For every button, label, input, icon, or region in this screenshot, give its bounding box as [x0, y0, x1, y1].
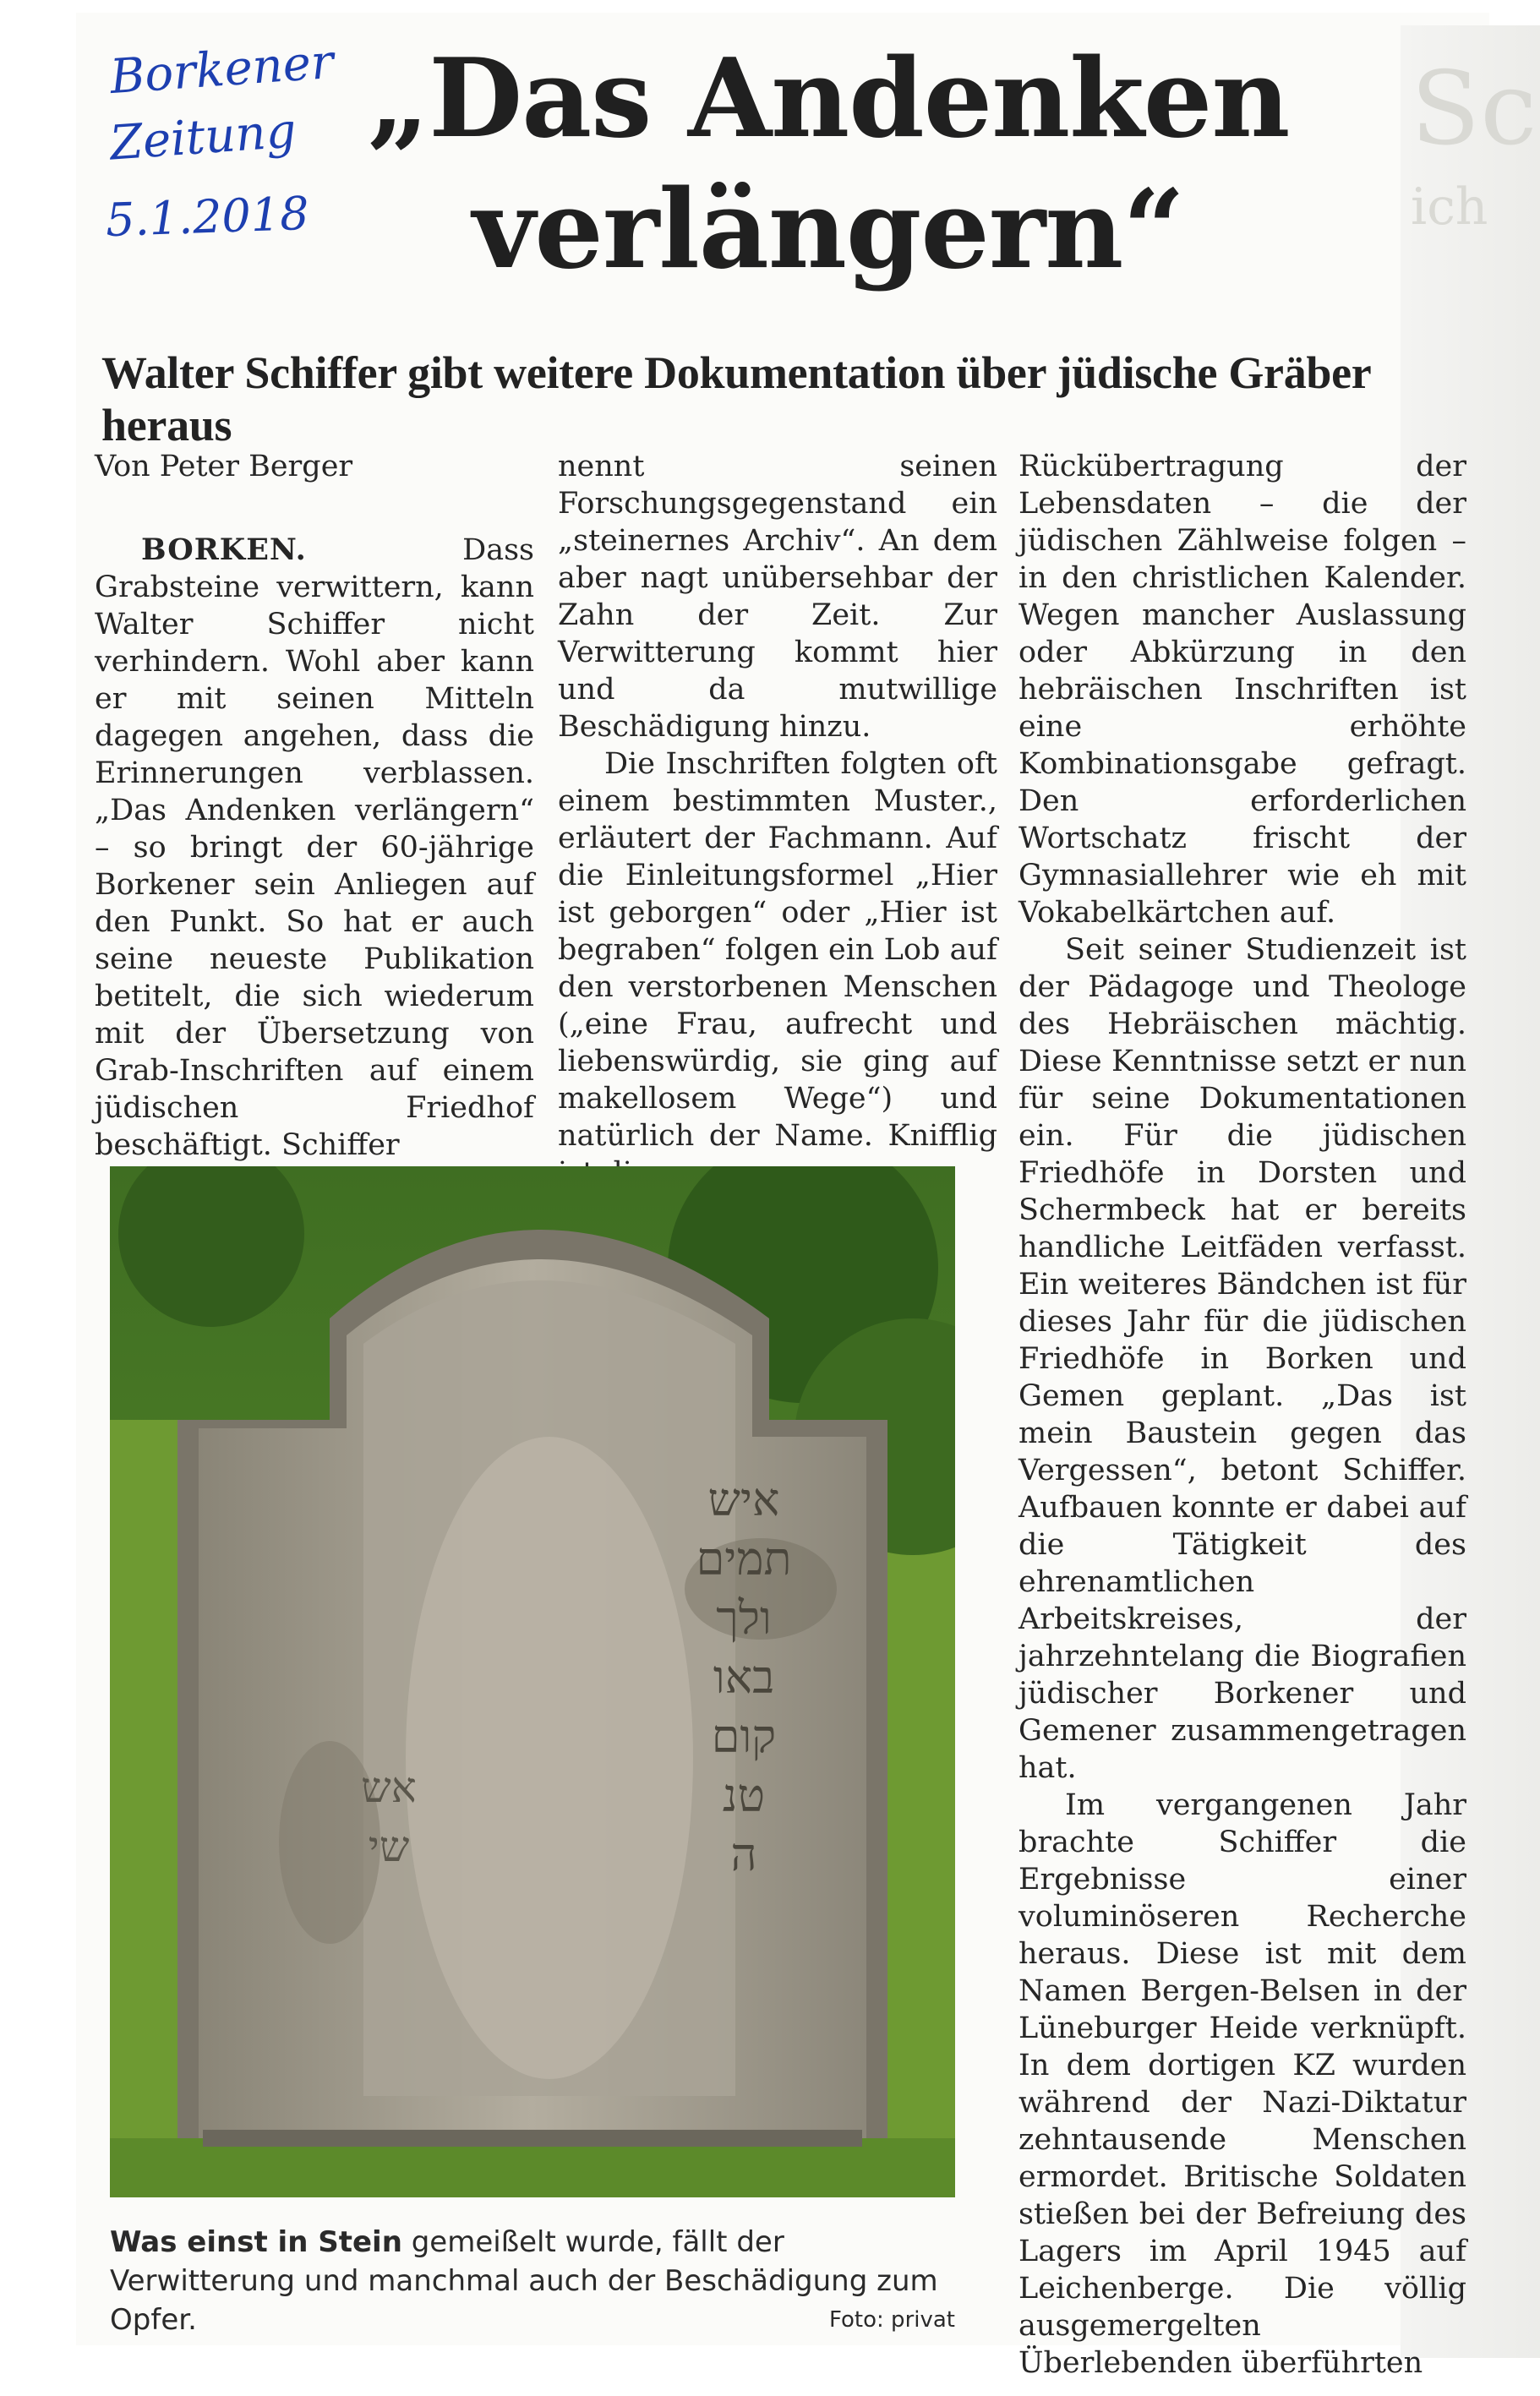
- handwritten-paper-name-1: Borkener: [108, 34, 336, 106]
- paragraph: Im vergangenen Jahr brachte Schiffer die Ergebnisse einer voluminöseren Recherche heraus. Diese ist mit dem Namen Bergen-Belsen in der Lüneburger Heide verknüpft. In dem dortigen KZ wurden während der Nazi-Diktatur zehntausende Menschen ermordet. Britische Soldaten stießen bei der Befreiung des Lagers im April 1945 auf Leichenberge. Die völlig ausgemergelten Überlebenden überführten: [1018, 1788, 1466, 2380]
- photo-credit: Foto: privat: [829, 2307, 955, 2333]
- handwritten-date: 5.1.2018: [104, 186, 310, 248]
- paragraph: Rückübertragung der Lebensdaten – die der jüdischen Zählweise folgen – in den christlichen Kalender. Wegen mancher Auslassung oder Abkürzung in den hebräischen Inschriften ist eine erhöhte Kombinationsgabe gefragt. Den erforderlichen Wortschatz frischt der Gymnasiallehrer wie eh mit Vokabelkärtchen auf.: [1018, 450, 1466, 930]
- caption-text: gemeißelt wurde, fällt der Verwitterung und manchmal auch der Beschädigung zum Opfer.: [110, 2225, 938, 2337]
- dateline: BORKEN.: [141, 532, 307, 567]
- article-column-2: [558, 448, 997, 1192]
- handwritten-paper-name-2: Zeitung: [108, 103, 298, 172]
- paragraph: nennt seinen Forschungsgegenstand ein „steinernes Archiv“. An dem aber nagt unübersehbar der Zahn der Zeit. Zur Verwitterung kommt hier und da mutwillige Beschädigung hinzu.: [558, 450, 997, 744]
- article-subheadline: Walter Schiffer gibt weitere Dokumentation über jüdische Gräber heraus: [101, 347, 1371, 450]
- paragraph: Die Inschriften folgten oft einem bestimmten Muster., erläutert der Fachmann. Auf die Einleitungsformel „Hier ist geborgen“ oder „Hier ist begraben“ folgen ein Lob auf den verstorbenen Menschen („eine Frau, aufrecht und liebenswürdig, sie ging auf makellosem Wege“) und natürlich der Name. Knifflig: [558, 747, 997, 1153]
- gravestone-illustration: [110, 1166, 955, 2197]
- paragraph: Seit seiner Studienzeit ist der Pädagoge und Theologe des Hebräischen mächtig. Diese Kenntnisse setzt er nun für seine Dokumentationen ein. Für die jüdischen Friedhöfe in Dorsten und Schermbeck hat er bereits handliche Leitfäden verfasst. Ein weiteres Bändchen ist für dieses Jahr für die jüdischen Friedhöfe in Borken und Gemen geplant. „Das ist mein Baustein gegen das Vergessen“, betont Schiffer. Aufbauen konnte er dabei auf die Tätigkeit des ehrenamtlichen Arbeitskreises, der jahrzehntelang die Biografien jüdischer Borkener und Gemener zusammengetragen hat.: [1018, 933, 1466, 1785]
- article-column-3: [1018, 448, 1466, 2382]
- paragraph-text: Dass Grabsteine verwittern, kann Walter Schiffer nicht verhindern. Wohl aber kann er mit seinen Mitteln dagegen angehen, dass die Erinnerungen verblassen. „Das Andenken verlängern“ – so bringt der 60-jährige Borkener sein Anliegen auf den Punkt. So hat er auch seine neueste Publikation betitelt, die sich wiederum mit der Übersetzung von Grab-Inschriften auf einem jüdischen Friedhof beschäftigt. Schiffer: [95, 533, 534, 1162]
- handwritten-source-note: [93, 34, 363, 254]
- byline: Von Peter Berger: [95, 450, 353, 483]
- caption-lead: Was einst in Stein: [110, 2225, 402, 2259]
- paragraph: [95, 532, 534, 1164]
- article-headline: „Das Andenken verlängern“: [367, 35, 1290, 293]
- article-column-1: [95, 448, 534, 1164]
- gravestone-photo: [110, 1166, 955, 2197]
- hebrew-inscription-right: איש תמים ולך באו קום טנ ה: [696, 1473, 792, 1881]
- adjacent-page-bleed: Sc ich: [1401, 25, 1540, 2358]
- hebrew-inscription-left: אש שי: [361, 1763, 417, 1871]
- photo-caption: [110, 2223, 955, 2339]
